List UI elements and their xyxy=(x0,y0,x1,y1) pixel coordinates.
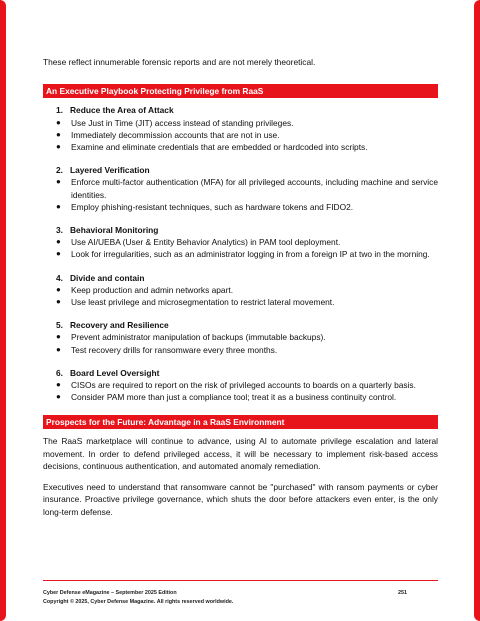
left-page-edge xyxy=(0,0,6,621)
bullet-item xyxy=(43,176,438,200)
section-title-text: Recovery and Resilience xyxy=(70,320,169,331)
footer-copyright: Copyright © 2025, Cyber Defense Magazine. All rights reserved worldwide. xyxy=(43,599,234,605)
bullet-item xyxy=(43,284,438,296)
bullet-dot-icon: ● xyxy=(56,237,61,247)
bullet-item xyxy=(43,117,438,129)
bullet-dot-icon: ● xyxy=(56,201,61,211)
section-title xyxy=(43,164,438,176)
bullet-dot-icon: ● xyxy=(56,380,61,390)
bullet-text: Look for irregularities, such as an administrator logging in from a foreign IP at two in the morning. xyxy=(71,249,430,260)
bullet-dot-icon: ● xyxy=(56,332,61,342)
section-title xyxy=(43,224,438,236)
closing-paragraph: Executives need to understand that ransomware cannot be "purchased" with ransom payments or cyber insurance. Proactive privilege governance, which shuts the door before attackers even enter, is the only long-term defense. xyxy=(43,481,438,517)
playbook-section xyxy=(43,104,438,153)
playbook-section xyxy=(43,224,438,261)
playbook-section xyxy=(43,272,438,309)
bullet-text: Examine and eliminate credentials that are embedded or hardcoded into scripts. xyxy=(71,142,368,153)
section-number: 5. xyxy=(56,320,63,331)
bullet-item xyxy=(43,379,438,391)
footer-page-number: 251 xyxy=(398,590,407,596)
bullet-item xyxy=(43,248,438,260)
bullet-item xyxy=(43,296,438,308)
bullet-dot-icon: ● xyxy=(56,142,61,152)
section-number: 2. xyxy=(56,165,63,176)
bullet-dot-icon: ● xyxy=(56,344,61,354)
bullet-dot-icon: ● xyxy=(56,177,61,187)
page-content xyxy=(43,56,438,518)
bullet-item xyxy=(43,129,438,141)
playbook-section xyxy=(43,367,438,404)
bullet-text: Keep production and admin networks apart. xyxy=(71,284,234,295)
right-page-edge xyxy=(474,0,480,621)
playbook-section xyxy=(43,319,438,356)
bullet-text: Immediately decommission accounts that are not in use. xyxy=(71,129,280,140)
section-number: 3. xyxy=(56,225,63,236)
bullet-dot-icon: ● xyxy=(56,392,61,402)
bullet-text: CISOs are required to report on the risk of privileged accounts to boards on a quarterly basis. xyxy=(71,380,416,391)
section-title xyxy=(43,104,438,116)
bullet-dot-icon: ● xyxy=(56,129,61,139)
bullet-dot-icon: ● xyxy=(56,284,61,294)
bullet-item xyxy=(43,236,438,248)
section-title xyxy=(43,319,438,331)
section-heading-playbook: An Executive Playbook Protecting Privilege from RaaS xyxy=(43,84,438,98)
section-title xyxy=(43,272,438,284)
playbook-sections xyxy=(43,104,438,403)
section-number: 4. xyxy=(56,272,63,283)
footer-edition: Cyber Defense eMagazine – September 2025 Edition xyxy=(43,590,177,596)
bullet-dot-icon: ● xyxy=(56,117,61,127)
bullet-text: Use AI/UEBA (User & Entity Behavior Analytics) in PAM tool deployment. xyxy=(71,237,341,248)
section-title-text: Layered Verification xyxy=(70,165,150,176)
bullet-item xyxy=(43,344,438,356)
page-footer xyxy=(43,580,438,607)
section-number: 1. xyxy=(56,105,63,116)
bullet-item xyxy=(43,201,438,213)
bullet-item xyxy=(43,391,438,403)
section-heading-future: Prospects for the Future: Advantage in a RaaS Environment xyxy=(43,415,438,429)
section-title-text: Reduce the Area of Attack xyxy=(70,105,174,116)
bullet-item xyxy=(43,331,438,343)
section-title-text: Behavioral Monitoring xyxy=(70,225,159,236)
playbook-section xyxy=(43,164,438,213)
bullet-text: Use Just in Time (JIT) access instead of standing privileges. xyxy=(71,117,294,128)
section-title-text: Board Level Oversight xyxy=(70,367,160,378)
bullet-dot-icon: ● xyxy=(56,249,61,259)
bullet-text: Employ phishing-resistant techniques, such as hardware tokens and FIDO2. xyxy=(71,201,354,212)
section-title-text: Divide and contain xyxy=(70,272,145,283)
intro-paragraph: These reflect innumerable forensic reports and are not merely theoretical. xyxy=(43,57,316,67)
bullet-text: Use least privilege and microsegmentation to restrict lateral movement. xyxy=(71,297,335,308)
bullet-text: Prevent administrator manipulation of backups (immutable backups). xyxy=(71,332,326,343)
bullet-item xyxy=(43,141,438,153)
bullet-text: Test recovery drills for ransomware every three months. xyxy=(71,344,278,355)
section-title xyxy=(43,367,438,379)
closing-paragraph: The RaaS marketplace will continue to advance, using AI to automate privilege escalation and lateral movement. In order to defend privileged access, it will be necessary to implement risk-based access decisions, continuous authentication, and automated anomaly remediation. xyxy=(43,436,438,472)
bullet-text: Consider PAM more than just a compliance tool; treat it as a business continuity control. xyxy=(71,392,397,403)
bullet-dot-icon: ● xyxy=(56,297,61,307)
section-number: 6. xyxy=(56,367,63,378)
bullet-text: Enforce multi-factor authentication (MFA) for all privileged accounts, including machine and service identities. xyxy=(71,177,438,200)
